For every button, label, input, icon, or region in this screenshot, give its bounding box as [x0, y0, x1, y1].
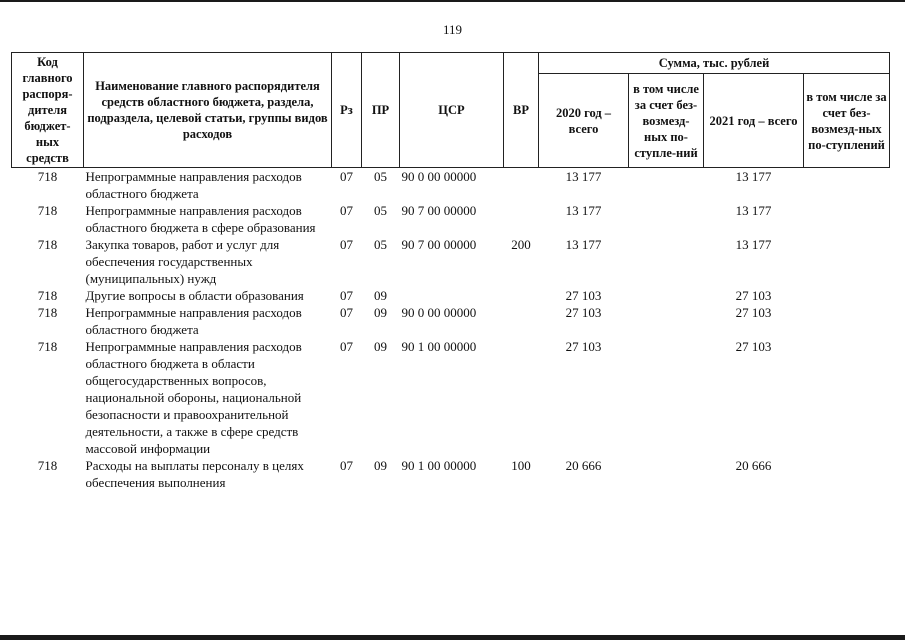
header-pr: ПР: [362, 53, 400, 168]
row-vr: [504, 202, 539, 236]
row-code: 718: [37, 288, 58, 303]
row-free-2021: [804, 236, 890, 287]
row-pr: 05: [374, 169, 387, 184]
table-row: [12, 168, 890, 203]
table-row: [12, 338, 890, 457]
row-code: 718: [37, 305, 58, 320]
row-sum-2020: 27 103: [565, 339, 602, 354]
row-pr: 09: [374, 305, 387, 320]
row-csr: 90 1 00 00000: [401, 339, 477, 354]
header-2020-free: в том числе за счет без-возмезд-ных по-ступле-ний: [629, 74, 704, 168]
row-free-2021: [804, 304, 890, 338]
bottom-rule: [0, 635, 905, 640]
row-rz: 07: [340, 203, 353, 218]
row-rz: 07: [340, 458, 353, 473]
row-sum-2021: 27 103: [735, 288, 772, 303]
row-rz: 07: [340, 339, 353, 354]
row-sum-2020: 27 103: [565, 305, 602, 320]
row-free-2020: [629, 202, 704, 236]
row-free-2020: [629, 304, 704, 338]
table-body: [12, 168, 890, 492]
header-name: Наименование главного распорядителя средств областного бюджета, раздела, подраздела, целевой статьи, группы видов расходов: [84, 53, 332, 168]
table-row: [12, 457, 890, 491]
header-2020-total: 2020 год – всего: [539, 74, 629, 168]
row-sum-2020: 13 177: [565, 203, 602, 218]
row-name: Непрограммные направления расходов областного бюджета в сфере образования: [85, 203, 316, 235]
table-row: [12, 287, 890, 304]
row-pr: 09: [374, 458, 387, 473]
header-2021-free: в том числе за счет без-возмезд-ных по-ступлений: [804, 74, 890, 168]
row-code: 718: [37, 203, 58, 218]
row-name: Расходы на выплаты персоналу в целях обеспечения выполнения: [85, 458, 304, 490]
row-code: 718: [37, 169, 58, 184]
row-free-2020: [629, 168, 704, 203]
row-vr: [504, 287, 539, 304]
row-rz: 07: [340, 288, 353, 303]
row-free-2020: [629, 338, 704, 457]
row-code: 718: [37, 237, 58, 252]
row-sum-2021: 13 177: [735, 237, 772, 252]
row-pr: 05: [374, 237, 387, 252]
row-free-2020: [629, 287, 704, 304]
row-name: Непрограммные направления расходов областного бюджета: [85, 305, 302, 337]
row-csr: 90 0 00 00000: [401, 169, 477, 184]
row-sum-2020: 20 666: [565, 458, 602, 473]
row-free-2021: [804, 202, 890, 236]
row-csr: [400, 287, 504, 304]
row-name: Закупка товаров, работ и услуг для обеспечения государственных (муниципальных) нужд: [85, 237, 280, 286]
row-free-2021: [804, 287, 890, 304]
row-free-2021: [804, 338, 890, 457]
row-sum-2021: 13 177: [735, 169, 772, 184]
header-rz: Рз: [332, 53, 362, 168]
row-sum-2021: 20 666: [735, 458, 772, 473]
row-free-2021: [804, 168, 890, 203]
top-rule: [0, 0, 905, 2]
table-row: [12, 304, 890, 338]
row-sum-2021: 13 177: [735, 203, 772, 218]
row-csr: 90 7 00 00000: [401, 237, 477, 252]
row-vr: [504, 168, 539, 203]
page-number: 119: [442, 22, 463, 37]
header-code: Код главного распоря-дителя бюджет-ных средств: [12, 53, 84, 168]
row-name: Непрограммные направления расходов областного бюджета: [85, 169, 302, 201]
row-pr: 05: [374, 203, 387, 218]
row-vr: 100: [511, 458, 531, 473]
header-csr: ЦСР: [400, 53, 504, 168]
row-name: Другие вопросы в области образования: [85, 288, 304, 303]
row-sum-2021: 27 103: [735, 339, 772, 354]
row-csr: 90 7 00 00000: [401, 203, 477, 218]
row-rz: 07: [340, 169, 353, 184]
row-code: 718: [37, 339, 58, 354]
row-rz: 07: [340, 237, 353, 252]
row-sum-2021: 27 103: [735, 305, 772, 320]
row-sum-2020: 27 103: [565, 288, 602, 303]
row-vr: 200: [511, 237, 531, 252]
table-row: [12, 236, 890, 287]
row-code: 718: [37, 458, 58, 473]
row-pr: 09: [374, 288, 387, 303]
budget-table: [11, 52, 890, 491]
row-sum-2020: 13 177: [565, 237, 602, 252]
header-vr: ВР: [504, 53, 539, 168]
table-header: [12, 53, 890, 168]
row-free-2021: [804, 457, 890, 491]
header-2021-total: 2021 год – всего: [704, 74, 804, 168]
row-free-2020: [629, 236, 704, 287]
row-name: Непрограммные направления расходов областного бюджета в области общегосударственных вопросов, национальной обороны, национальной безопасности и правоохранительной деятельности, а также в сфере средств массовой информации: [85, 339, 302, 456]
row-free-2020: [629, 457, 704, 491]
header-sum-title: Сумма, тыс. рублей: [539, 53, 890, 74]
row-rz: 07: [340, 305, 353, 320]
row-pr: 09: [374, 339, 387, 354]
row-vr: [504, 338, 539, 457]
row-vr: [504, 304, 539, 338]
row-sum-2020: 13 177: [565, 169, 602, 184]
table-row: [12, 202, 890, 236]
row-csr: 90 1 00 00000: [401, 458, 477, 473]
row-csr: 90 0 00 00000: [401, 305, 477, 320]
